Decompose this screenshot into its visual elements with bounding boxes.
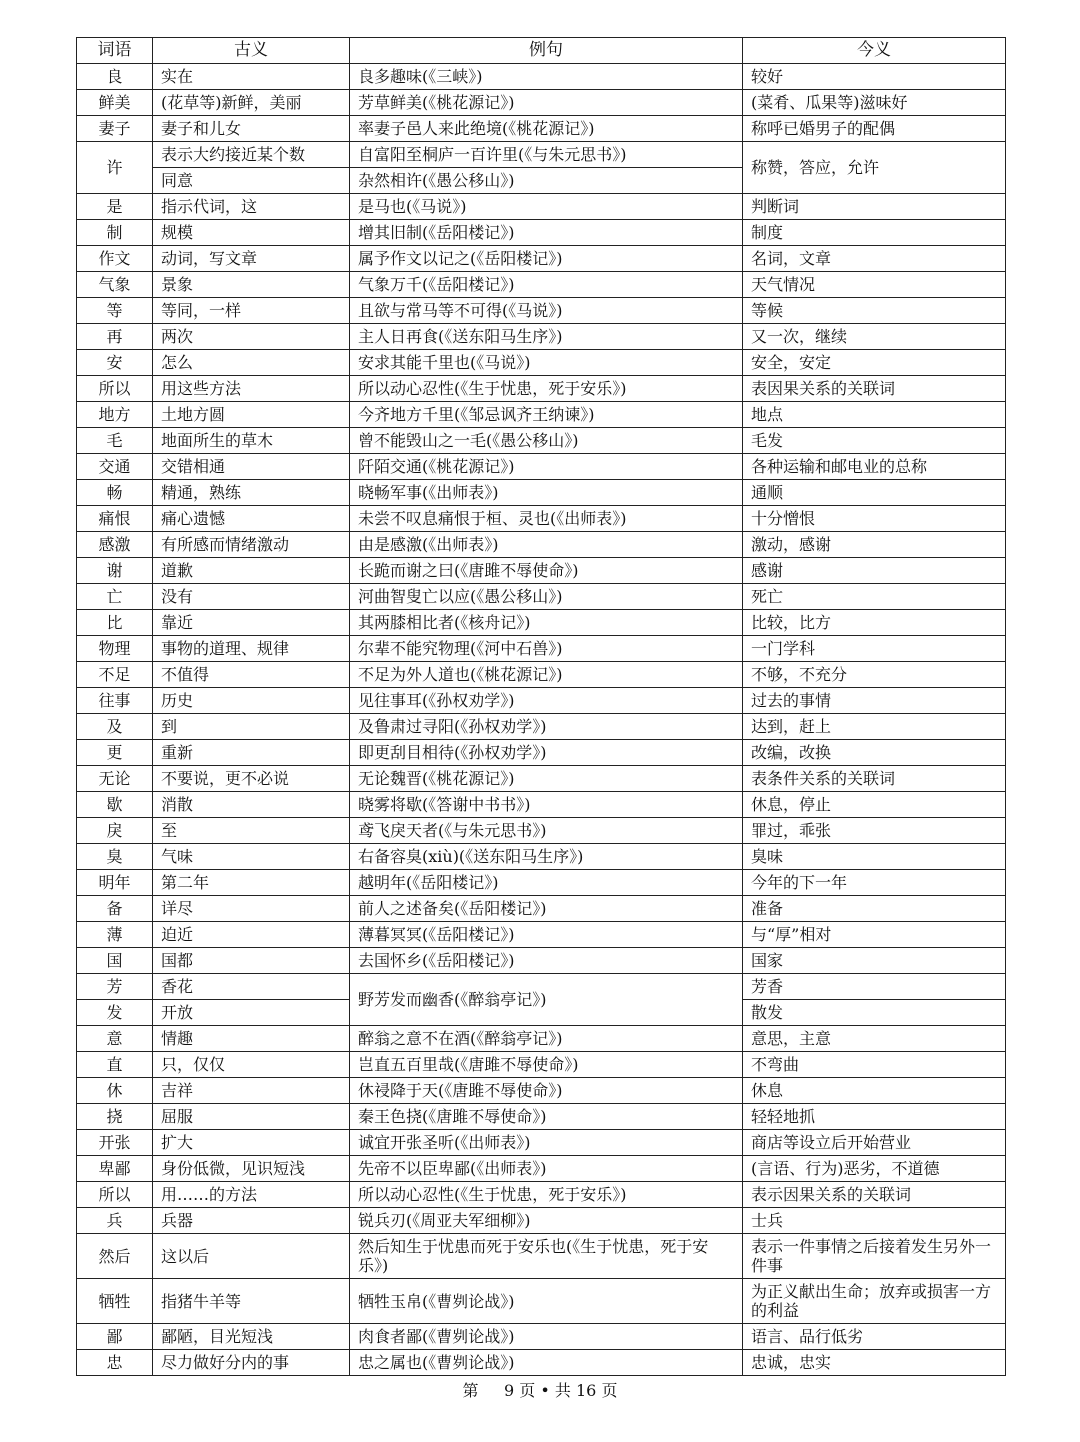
modern-meaning-cell: 休息 — [743, 1078, 1006, 1104]
word-cell: 戾 — [77, 818, 153, 844]
table-row — [77, 1104, 1006, 1130]
modern-meaning-cell: 国家 — [743, 948, 1006, 974]
ancient-meaning-cell: 气味 — [153, 844, 350, 870]
modern-meaning-cell: 称赞，答应，允许 — [743, 142, 1006, 194]
table-row — [77, 870, 1006, 896]
modern-meaning-cell: 臭味 — [743, 844, 1006, 870]
table-row — [77, 298, 1006, 324]
modern-meaning-cell: 过去的事情 — [743, 688, 1006, 714]
example-sentence-cell: 增其旧制(《岳阳楼记》) — [350, 220, 743, 246]
header-example-sentence: 例句 — [350, 38, 743, 64]
table-row — [77, 272, 1006, 298]
table-row — [77, 584, 1006, 610]
modern-meaning-cell: 士兵 — [743, 1208, 1006, 1234]
table-row — [77, 922, 1006, 948]
example-sentence-cell: 河曲智叟亡以应(《愚公移山》) — [350, 584, 743, 610]
ancient-meaning-cell: 历史 — [153, 688, 350, 714]
modern-meaning-cell: 天气情况 — [743, 272, 1006, 298]
ancient-meaning-cell: 地面所生的草木 — [153, 428, 350, 454]
modern-meaning-cell: 表示一件事情之后接着发生另外一件事 — [743, 1234, 1006, 1279]
ancient-meaning-cell: 第二年 — [153, 870, 350, 896]
word-cell: 芳 — [77, 974, 153, 1000]
ancient-meaning-cell: 吉祥 — [153, 1078, 350, 1104]
word-cell: 及 — [77, 714, 153, 740]
table-row — [77, 662, 1006, 688]
modern-meaning-cell: 今年的下一年 — [743, 870, 1006, 896]
modern-meaning-cell: 与“厚”相对 — [743, 922, 1006, 948]
ancient-meaning-cell: 情趣 — [153, 1026, 350, 1052]
ancient-meaning-cell: 没有 — [153, 584, 350, 610]
example-sentence-cell: 及鲁肃过寻阳(《孙权劝学》) — [350, 714, 743, 740]
example-sentence-cell: 即更刮目相待(《孙权劝学》) — [350, 740, 743, 766]
word-cell: 许 — [77, 142, 153, 194]
modern-meaning-cell: 表条件关系的关联词 — [743, 766, 1006, 792]
table-row — [77, 948, 1006, 974]
modern-meaning-cell: 比较，比方 — [743, 610, 1006, 636]
example-sentence-cell: 鸢飞戾天者(《与朱元思书》) — [350, 818, 743, 844]
ancient-meaning-cell: 到 — [153, 714, 350, 740]
table-row — [77, 1234, 1006, 1279]
word-cell: 制 — [77, 220, 153, 246]
modern-meaning-cell: 休息，停止 — [743, 792, 1006, 818]
word-cell: 然后 — [77, 1234, 153, 1279]
table-header-row — [77, 38, 1006, 64]
footer-suffix: 页 — [601, 1381, 618, 1400]
word-cell: 气象 — [77, 272, 153, 298]
ancient-meaning-cell: 兵器 — [153, 1208, 350, 1234]
table-row — [77, 194, 1006, 220]
word-cell: 意 — [77, 1026, 153, 1052]
ancient-meaning-cell: 开放 — [153, 1000, 350, 1026]
ancient-meaning-cell: 表示大约接近某个数 — [153, 142, 350, 168]
word-cell: 感激 — [77, 532, 153, 558]
example-sentence-cell: 良多趣味(《三峡》) — [350, 64, 743, 90]
modern-meaning-cell: 为正义献出生命；放弃或损害一方的利益 — [743, 1279, 1006, 1324]
word-cell: 是 — [77, 194, 153, 220]
ancient-meaning-cell: 同意 — [153, 168, 350, 194]
ancient-meaning-cell: 妻子和儿女 — [153, 116, 350, 142]
table-row — [77, 454, 1006, 480]
example-sentence-cell: 越明年(《岳阳楼记》) — [350, 870, 743, 896]
modern-meaning-cell: 意思，主意 — [743, 1026, 1006, 1052]
example-sentence-cell: 右备容臭(xiù)(《送东阳马生序》) — [350, 844, 743, 870]
example-sentence-cell: 然后知生于忧患而死于安乐也(《生于忧患，死于安乐》) — [350, 1234, 743, 1279]
modern-meaning-cell: 不够，不充分 — [743, 662, 1006, 688]
word-cell: 所以 — [77, 376, 153, 402]
table-row — [77, 818, 1006, 844]
example-sentence-cell: 今齐地方千里(《邹忌讽齐王纳谏》) — [350, 402, 743, 428]
example-sentence-cell: 岂直五百里哉(《唐雎不辱使命》) — [350, 1052, 743, 1078]
ancient-meaning-cell: 景象 — [153, 272, 350, 298]
modern-meaning-cell: 一门学科 — [743, 636, 1006, 662]
word-cell: 地方 — [77, 402, 153, 428]
word-cell: 挠 — [77, 1104, 153, 1130]
word-cell: 明年 — [77, 870, 153, 896]
table-row — [77, 974, 1006, 1000]
ancient-meaning-cell: 靠近 — [153, 610, 350, 636]
word-cell: 臭 — [77, 844, 153, 870]
word-cell: 薄 — [77, 922, 153, 948]
ancient-meaning-cell: 交错相通 — [153, 454, 350, 480]
table-row — [77, 714, 1006, 740]
example-sentence-cell: 长跪而谢之曰(《唐雎不辱使命》) — [350, 558, 743, 584]
ancient-meaning-cell: 详尽 — [153, 896, 350, 922]
modern-meaning-cell: 轻轻地抓 — [743, 1104, 1006, 1130]
table-row — [77, 740, 1006, 766]
ancient-meaning-cell: 国都 — [153, 948, 350, 974]
ancient-meaning-cell: 两次 — [153, 324, 350, 350]
table-row — [77, 636, 1006, 662]
ancient-meaning-cell: 消散 — [153, 792, 350, 818]
ancient-meaning-cell: 香花 — [153, 974, 350, 1000]
word-cell: 歇 — [77, 792, 153, 818]
word-cell: 所以 — [77, 1182, 153, 1208]
table-row — [77, 220, 1006, 246]
example-sentence-cell: 曾不能毁山之一毛(《愚公移山》) — [350, 428, 743, 454]
table-row — [77, 324, 1006, 350]
example-sentence-cell: 芳草鲜美(《桃花源记》) — [350, 90, 743, 116]
modern-meaning-cell: 准备 — [743, 896, 1006, 922]
table-row — [77, 532, 1006, 558]
table-row — [77, 792, 1006, 818]
word-cell: 休 — [77, 1078, 153, 1104]
ancient-meaning-cell: 重新 — [153, 740, 350, 766]
example-sentence-cell: 尔辈不能究物理(《河中石兽》) — [350, 636, 743, 662]
ancient-meaning-cell: 怎么 — [153, 350, 350, 376]
modern-meaning-cell: 名词，文章 — [743, 246, 1006, 272]
example-sentence-cell: 休祲降于天(《唐雎不辱使命》) — [350, 1078, 743, 1104]
modern-meaning-cell: 等候 — [743, 298, 1006, 324]
example-sentence-cell: 所以动心忍性(《生于忧患，死于安乐》) — [350, 376, 743, 402]
header-word: 词语 — [77, 38, 153, 64]
table-row — [77, 1026, 1006, 1052]
modern-meaning-cell: 不弯曲 — [743, 1052, 1006, 1078]
ancient-meaning-cell: 动词，写文章 — [153, 246, 350, 272]
ancient-meaning-cell: 规模 — [153, 220, 350, 246]
modern-meaning-cell: 制度 — [743, 220, 1006, 246]
ancient-meaning-cell: 尽力做好分内的事 — [153, 1350, 350, 1376]
modern-meaning-cell: 判断词 — [743, 194, 1006, 220]
word-cell: 往事 — [77, 688, 153, 714]
example-sentence-cell: 去国怀乡(《岳阳楼记》) — [350, 948, 743, 974]
word-cell: 妻子 — [77, 116, 153, 142]
modern-meaning-cell: 语言、品行低劣 — [743, 1324, 1006, 1350]
table-row — [77, 610, 1006, 636]
example-sentence-cell: 牺牲玉帛(《曹刿论战》) — [350, 1279, 743, 1324]
example-sentence-cell: 阡陌交通(《桃花源记》) — [350, 454, 743, 480]
example-sentence-cell: 率妻子邑人来此绝境(《桃花源记》) — [350, 116, 743, 142]
modern-meaning-cell: 各种运输和邮电业的总称 — [743, 454, 1006, 480]
word-cell: 比 — [77, 610, 153, 636]
modern-meaning-cell: 较好 — [743, 64, 1006, 90]
table-row — [77, 428, 1006, 454]
footer-prefix: 第 — [462, 1381, 479, 1400]
modern-meaning-cell: 商店等设立后开始营业 — [743, 1130, 1006, 1156]
table-row — [77, 1078, 1006, 1104]
table-row — [77, 766, 1006, 792]
modern-meaning-cell: 称呼已婚男子的配偶 — [743, 116, 1006, 142]
example-sentence-cell: 晓畅军事(《出师表》) — [350, 480, 743, 506]
example-sentence-cell: 醉翁之意不在酒(《醉翁亭记》) — [350, 1026, 743, 1052]
table-row — [77, 1279, 1006, 1324]
example-sentence-cell: 薄暮冥冥(《岳阳楼记》) — [350, 922, 743, 948]
ancient-meaning-cell: 至 — [153, 818, 350, 844]
word-cell: 忠 — [77, 1350, 153, 1376]
example-sentence-cell: 锐兵刃(《周亚夫军细柳》) — [350, 1208, 743, 1234]
word-cell: 兵 — [77, 1208, 153, 1234]
modern-meaning-cell: 表示因果关系的关联词 — [743, 1182, 1006, 1208]
example-sentence-cell: 未尝不叹息痛恨于桓、灵也(《出师表》) — [350, 506, 743, 532]
modern-meaning-cell: 改编，改换 — [743, 740, 1006, 766]
ancient-meaning-cell: 只，仅仅 — [153, 1052, 350, 1078]
modern-meaning-cell: 散发 — [743, 1000, 1006, 1026]
example-sentence-cell: 见往事耳(《孙权劝学》) — [350, 688, 743, 714]
word-cell: 国 — [77, 948, 153, 974]
table-row — [77, 1130, 1006, 1156]
table-row — [77, 90, 1006, 116]
table-row — [77, 558, 1006, 584]
table-body — [77, 64, 1006, 1376]
ancient-meaning-cell: 用这些方法 — [153, 376, 350, 402]
modern-meaning-cell: 十分憎恨 — [743, 506, 1006, 532]
ancient-meaning-cell: 扩大 — [153, 1130, 350, 1156]
example-sentence-cell: 其两膝相比者(《核舟记》) — [350, 610, 743, 636]
ancient-meaning-cell: 有所感而情绪激动 — [153, 532, 350, 558]
ancient-meaning-cell: 这以后 — [153, 1234, 350, 1279]
example-sentence-cell: 先帝不以臣卑鄙(《出师表》) — [350, 1156, 743, 1182]
ancient-meaning-cell: 等同，一样 — [153, 298, 350, 324]
word-cell: 交通 — [77, 454, 153, 480]
table-row — [77, 1208, 1006, 1234]
word-cell: 直 — [77, 1052, 153, 1078]
example-sentence-cell: 前人之述备矣(《岳阳楼记》) — [350, 896, 743, 922]
modern-meaning-cell: 表因果关系的关联词 — [743, 376, 1006, 402]
example-sentence-cell: 野芳发而幽香(《醉翁亭记》) — [350, 974, 743, 1026]
word-cell: 卑鄙 — [77, 1156, 153, 1182]
ancient-meaning-cell: 身份低微，见识短浅 — [153, 1156, 350, 1182]
modern-meaning-cell: 通顺 — [743, 480, 1006, 506]
modern-meaning-cell: 忠诚，忠实 — [743, 1350, 1006, 1376]
word-cell: 作文 — [77, 246, 153, 272]
table-row — [77, 1156, 1006, 1182]
word-cell: 发 — [77, 1000, 153, 1026]
ancient-meaning-cell: 鄙陋，目光短浅 — [153, 1324, 350, 1350]
ancient-meaning-cell: 事物的道理、规律 — [153, 636, 350, 662]
word-cell: 不足 — [77, 662, 153, 688]
ancient-meaning-cell: 痛心遗憾 — [153, 506, 350, 532]
table-row — [77, 350, 1006, 376]
ancient-meaning-cell: 用……的方法 — [153, 1182, 350, 1208]
modern-meaning-cell: 死亡 — [743, 584, 1006, 610]
example-sentence-cell: 是马也(《马说》) — [350, 194, 743, 220]
word-cell: 亡 — [77, 584, 153, 610]
table-row — [77, 376, 1006, 402]
word-cell: 谢 — [77, 558, 153, 584]
modern-meaning-cell: 地点 — [743, 402, 1006, 428]
table-row — [77, 506, 1006, 532]
table-row — [77, 142, 1006, 168]
modern-meaning-cell: 激动，感谢 — [743, 532, 1006, 558]
example-sentence-cell: 由是感激(《出师表》) — [350, 532, 743, 558]
word-cell: 痛恨 — [77, 506, 153, 532]
ancient-meaning-cell: 迫近 — [153, 922, 350, 948]
table-row — [77, 64, 1006, 90]
example-sentence-cell: 秦王色挠(《唐雎不辱使命》) — [350, 1104, 743, 1130]
vocabulary-table — [76, 37, 1006, 1376]
ancient-meaning-cell: 不值得 — [153, 662, 350, 688]
modern-meaning-cell: 安全，安定 — [743, 350, 1006, 376]
table-row — [77, 402, 1006, 428]
ancient-meaning-cell: 不要说，更不必说 — [153, 766, 350, 792]
table-row — [77, 896, 1006, 922]
modern-meaning-cell: 感谢 — [743, 558, 1006, 584]
modern-meaning-cell: (言语、行为)恶劣，不道德 — [743, 1156, 1006, 1182]
page-footer — [0, 1378, 1080, 1401]
ancient-meaning-cell: 土地方圆 — [153, 402, 350, 428]
table-row — [77, 116, 1006, 142]
word-cell: 更 — [77, 740, 153, 766]
header-modern-meaning: 今义 — [743, 38, 1006, 64]
modern-meaning-cell: 芳香 — [743, 974, 1006, 1000]
ancient-meaning-cell: 指猪牛羊等 — [153, 1279, 350, 1324]
table-row — [77, 246, 1006, 272]
example-sentence-cell: 属予作文以记之(《岳阳楼记》) — [350, 246, 743, 272]
ancient-meaning-cell: 道歉 — [153, 558, 350, 584]
word-cell: 毛 — [77, 428, 153, 454]
ancient-meaning-cell: 指示代词，这 — [153, 194, 350, 220]
ancient-meaning-cell: 屈服 — [153, 1104, 350, 1130]
modern-meaning-cell: (菜肴、瓜果等)滋味好 — [743, 90, 1006, 116]
ancient-meaning-cell: (花草等)新鲜，美丽 — [153, 90, 350, 116]
total-pages: 16 — [575, 1381, 597, 1400]
example-sentence-cell: 诚宜开张圣听(《出师表》) — [350, 1130, 743, 1156]
word-cell: 等 — [77, 298, 153, 324]
modern-meaning-cell: 罪过，乖张 — [743, 818, 1006, 844]
example-sentence-cell: 安求其能千里也(《马说》) — [350, 350, 743, 376]
word-cell: 再 — [77, 324, 153, 350]
example-sentence-cell: 晓雾将歇(《答谢中书书》) — [350, 792, 743, 818]
example-sentence-cell: 忠之属也(《曹刿论战》) — [350, 1350, 743, 1376]
word-cell: 安 — [77, 350, 153, 376]
table-row — [77, 688, 1006, 714]
word-cell: 备 — [77, 896, 153, 922]
table-row — [77, 1182, 1006, 1208]
word-cell: 畅 — [77, 480, 153, 506]
footer-mid: 页 • 共 — [519, 1381, 571, 1400]
word-cell: 牺牲 — [77, 1279, 153, 1324]
word-cell: 无论 — [77, 766, 153, 792]
header-ancient-meaning: 古义 — [153, 38, 350, 64]
table-row — [77, 1052, 1006, 1078]
modern-meaning-cell: 达到，赶上 — [743, 714, 1006, 740]
example-sentence-cell: 所以动心忍性(《生于忧患，死于安乐》) — [350, 1182, 743, 1208]
example-sentence-cell: 肉食者鄙(《曹刿论战》) — [350, 1324, 743, 1350]
word-cell: 开张 — [77, 1130, 153, 1156]
table-row — [77, 480, 1006, 506]
example-sentence-cell: 主人日再食(《送东阳马生序》) — [350, 324, 743, 350]
modern-meaning-cell: 毛发 — [743, 428, 1006, 454]
modern-meaning-cell: 又一次，继续 — [743, 324, 1006, 350]
table-row — [77, 1324, 1006, 1350]
table-row — [77, 844, 1006, 870]
word-cell: 良 — [77, 64, 153, 90]
example-sentence-cell: 不足为外人道也(《桃花源记》) — [350, 662, 743, 688]
word-cell: 鲜美 — [77, 90, 153, 116]
example-sentence-cell: 无论魏晋(《桃花源记》) — [350, 766, 743, 792]
current-page-number: 9 — [503, 1381, 515, 1400]
example-sentence-cell: 且欲与常马等不可得(《马说》) — [350, 298, 743, 324]
table-row — [77, 1350, 1006, 1376]
word-cell: 鄙 — [77, 1324, 153, 1350]
example-sentence-cell: 自富阳至桐庐一百许里(《与朱元思书》) — [350, 142, 743, 168]
example-sentence-cell: 气象万千(《岳阳楼记》) — [350, 272, 743, 298]
word-cell: 物理 — [77, 636, 153, 662]
ancient-meaning-cell: 精通，熟练 — [153, 480, 350, 506]
example-sentence-cell: 杂然相许(《愚公移山》) — [350, 168, 743, 194]
ancient-meaning-cell: 实在 — [153, 64, 350, 90]
